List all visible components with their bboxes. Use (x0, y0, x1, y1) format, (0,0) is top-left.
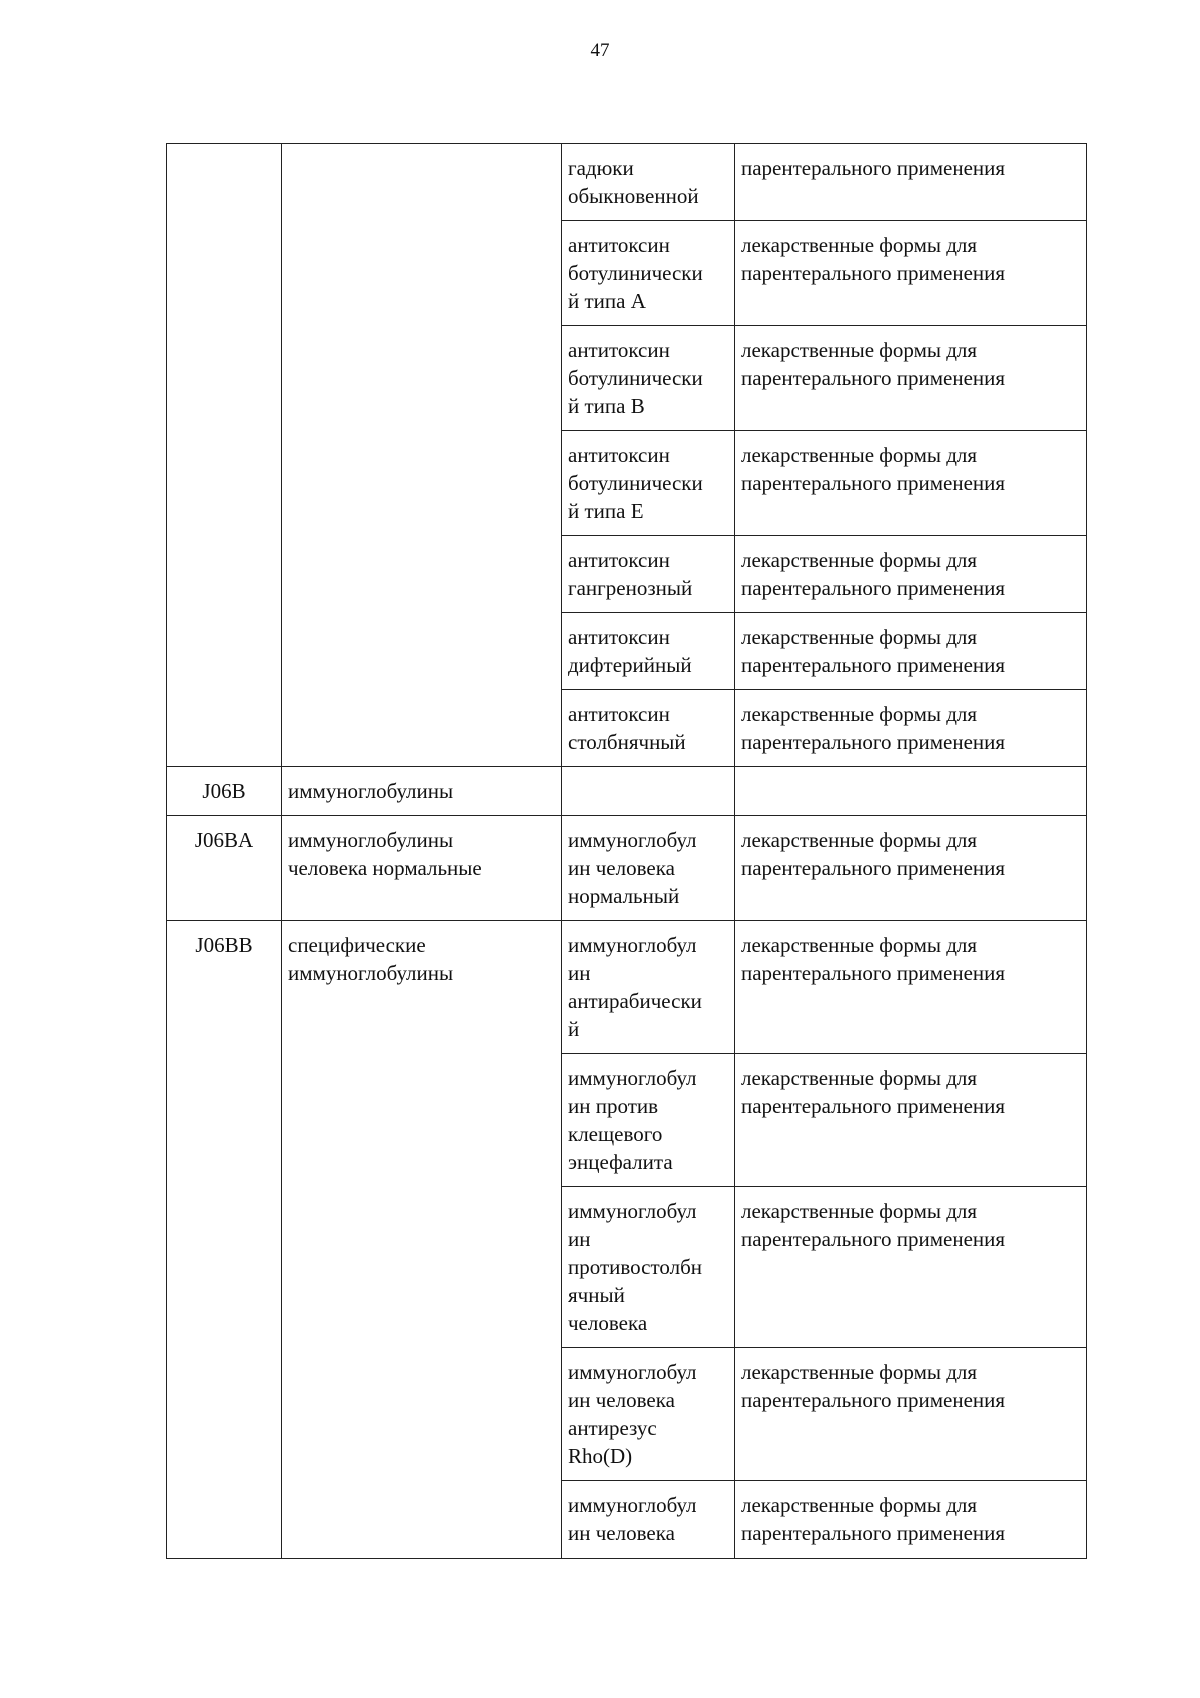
dosage-form-cell: лекарственные формы для парентерального применения (735, 690, 1087, 767)
dosage-form-cell: лекарственные формы для парентерального применения (735, 613, 1087, 690)
drug-name-cell: антитоксин ботулинически й типа В (562, 326, 735, 431)
drug-name-cell: иммуноглобул ин антирабически й (562, 921, 735, 1054)
table-row (167, 767, 1087, 816)
group-name-cell: специфические иммуноглобулины (282, 921, 562, 1559)
page-number: 47 (590, 40, 610, 61)
drug-name-cell: иммуноглобул ин человека нормальный (562, 816, 735, 921)
drug-name-cell: антитоксин гангренозный (562, 536, 735, 613)
group-name-cell: иммуноглобулины (282, 767, 562, 816)
drug-name-cell: иммуноглобул ин противостолбн ячный человека (562, 1187, 735, 1348)
drug-name-cell: иммуноглобул ин против клещевого энцефалита (562, 1054, 735, 1187)
dosage-form-cell: лекарственные формы для парентерального применения (735, 816, 1087, 921)
dosage-form-cell: парентерального применения (735, 144, 1087, 221)
atc-code-cell: J06BB (167, 921, 282, 1559)
dosage-form-cell: лекарственные формы для парентерального применения (735, 431, 1087, 536)
drug-name-cell: гадюки обыкновенной (562, 144, 735, 221)
atc-code-cell: J06BA (167, 816, 282, 921)
atc-code-cell (167, 144, 282, 767)
dosage-form-cell: лекарственные формы для парентерального применения (735, 1348, 1087, 1481)
drug-name-cell (562, 767, 735, 816)
table-row (167, 144, 1087, 221)
dosage-form-cell: лекарственные формы для парентерального применения (735, 536, 1087, 613)
dosage-form-cell: лекарственные формы для парентерального применения (735, 1481, 1087, 1559)
drug-table (166, 143, 1087, 1559)
drug-name-cell: иммуноглобул ин человека антирезус Rho(D) (562, 1348, 735, 1481)
table-row (167, 921, 1087, 1054)
drug-name-cell: иммуноглобул ин человека (562, 1481, 735, 1559)
dosage-form-cell: лекарственные формы для парентерального применения (735, 1054, 1087, 1187)
dosage-form-cell: лекарственные формы для парентерального применения (735, 326, 1087, 431)
dosage-form-cell: лекарственные формы для парентерального применения (735, 921, 1087, 1054)
dosage-form-cell: лекарственные формы для парентерального применения (735, 1187, 1087, 1348)
table-row (167, 816, 1087, 921)
drug-name-cell: антитоксин дифтерийный (562, 613, 735, 690)
dosage-form-cell (735, 767, 1087, 816)
dosage-form-cell: лекарственные формы для парентерального применения (735, 221, 1087, 326)
group-name-cell (282, 144, 562, 767)
drug-name-cell: антитоксин ботулинически й типа А (562, 221, 735, 326)
atc-code-cell: J06B (167, 767, 282, 816)
group-name-cell: иммуноглобулины человека нормальные (282, 816, 562, 921)
drug-name-cell: антитоксин столбнячный (562, 690, 735, 767)
drug-name-cell: антитоксин ботулинически й типа Е (562, 431, 735, 536)
